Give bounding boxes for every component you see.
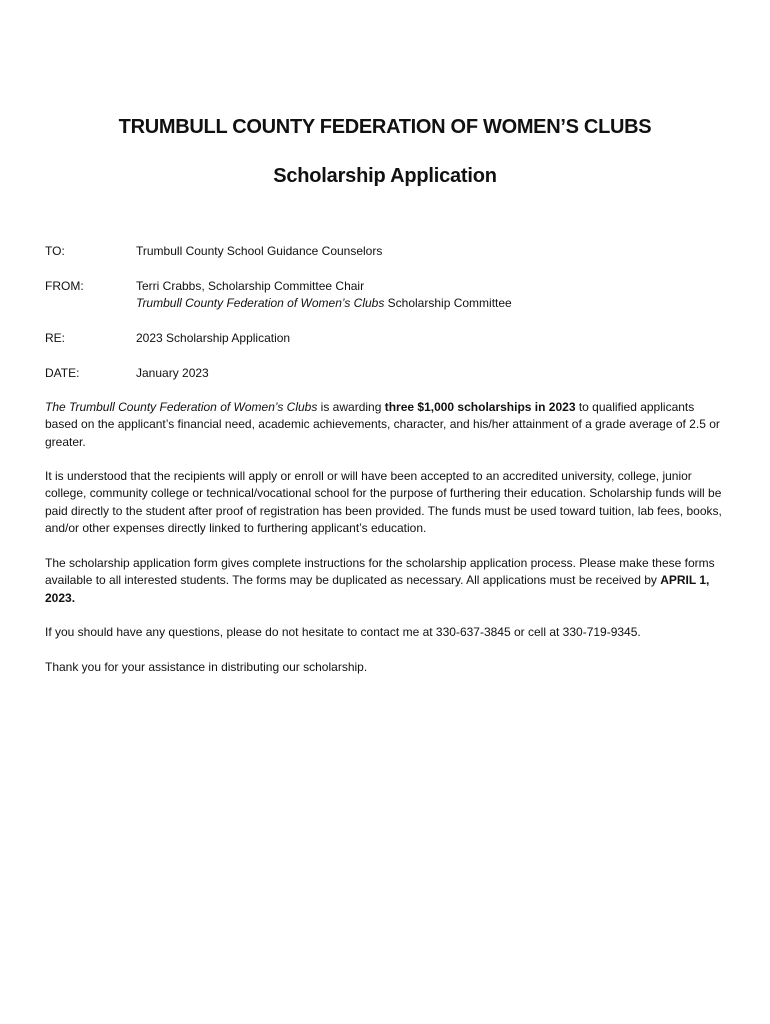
memo-date-value: January 2023 [136, 366, 209, 380]
paragraph-instructions [45, 555, 730, 607]
memo-from-org-italic: Trumbull County Federation of Women’s Clubs [136, 296, 385, 310]
paragraph-thanks [45, 659, 730, 676]
memo-to-value: Trumbull County School Guidance Counselors [136, 244, 383, 258]
instructions-text: The scholarship application form gives complete instructions for the scholarship application process. Please make these forms available to all interested students. The forms may be duplicated as necessary. All applications must be received by [45, 556, 715, 588]
memo-from-value-line1: Terri Crabbs, Scholarship Committee Chair [136, 279, 365, 293]
deadline-bold: APRIL 1, 2023. [45, 573, 710, 605]
memo-to-label: TO: [45, 244, 65, 258]
memo-from-committee: Scholarship Committee [384, 296, 512, 310]
award-text-1: is awarding [317, 400, 385, 414]
paragraph-eligibility [45, 468, 730, 538]
thanks-text: Thank you for your assistance in distributing our scholarship. [45, 660, 368, 674]
award-org-italic: The Trumbull County Federation of Women’s Clubs [45, 400, 318, 414]
memo-from-value-line2 [136, 295, 736, 312]
paragraph-award [45, 399, 730, 451]
organization-title: TRUMBULL COUNTY FEDERATION OF WOMEN’S CLUBS [118, 116, 652, 138]
document-title: Scholarship Application [273, 165, 497, 187]
paragraph-contact [45, 624, 730, 641]
award-text-2: to qualified applicants based on the applicant’s financial need, academic achievements, character, and his/her attainment of a grade average of 2.5 or greater. [45, 400, 720, 449]
memo-date-label: DATE: [45, 366, 80, 380]
eligibility-text: It is understood that the recipients will apply or enroll or will have been accepted to an accredited university, college, junior college, community college or technical/vocational school for the purpose of furthering their education. Scholarship funds will be paid directly to the student after proof of registration has been provided. The funds must be used toward tuition, lab fees, books, and/or other expenses directly linked to furthering applicant’s education. [45, 469, 722, 536]
award-amount-bold: three $1,000 scholarships in 2023 [384, 400, 576, 414]
memo-re-value: 2023 Scholarship Application [136, 331, 291, 345]
contact-text: If you should have any questions, please do not hesitate to contact me at 330-637-3845 or cell at 330-719-9345. [45, 625, 641, 639]
memo-re-label: RE: [45, 331, 66, 345]
memo-from-label: FROM: [45, 279, 84, 293]
